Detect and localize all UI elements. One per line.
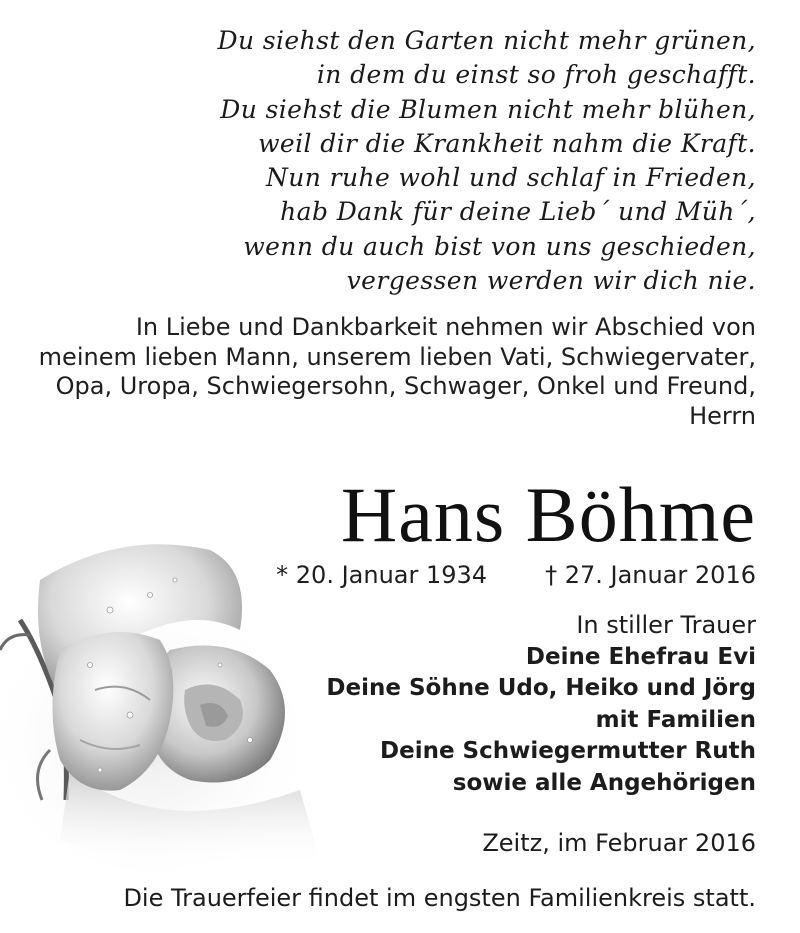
intro-line: Herrn — [689, 401, 756, 430]
poem — [56, 24, 756, 298]
poem-line: hab Dank für deine Lieb´ und Müh´, — [280, 197, 756, 227]
poem-line: Nun ruhe wohl und schlaf in Frieden, — [266, 163, 756, 193]
funeral-note: Die Trauerfeier findet im engsten Familienkreis statt. — [123, 884, 756, 912]
intro-line: Opa, Uropa, Schwiegersohn, Schwager, Onkel und Freund, — [55, 372, 756, 400]
poem-line: Du siehst den Garten nicht mehr grünen, — [217, 26, 756, 55]
poem-line: Du siehst die Blumen nicht mehr blühen, — [220, 94, 756, 124]
death-date: † 27. Januar 2016 — [545, 561, 756, 589]
life-dates — [276, 560, 756, 590]
mourner-line: mit Familien — [595, 706, 756, 733]
intro-line: meinem lieben Mann, unserem lieben Vati, Schwiegervater, — [38, 342, 756, 371]
poem-line: vergessen werden wir dich nie. — [346, 266, 756, 296]
poem-line: wenn du auch bist von uns geschieden, — [243, 231, 756, 261]
mourner-line: Deine Söhne Udo, Heiko und Jörg — [326, 675, 756, 701]
intro-line: In Liebe und Dankbarkeit nehmen wir Abschied von — [135, 313, 756, 341]
birth-date: * 20. Januar 1934 — [276, 561, 488, 589]
place-date: Zeitz, im Februar 2016 — [482, 829, 756, 857]
deceased-name: Hans Böhme — [340, 471, 756, 558]
mourner-line: Deine Schwiegermutter Ruth — [380, 738, 756, 764]
poem-line: in dem du einst so froh geschafft. — [316, 60, 756, 90]
intro-text — [16, 313, 756, 431]
mourner-line: sowie alle Angehörigen — [452, 769, 756, 796]
mourners-heading: In stiller Trauer — [576, 611, 756, 639]
mourners-block — [256, 610, 756, 799]
poem-line: weil dir die Krankheit nahm die Kraft. — [258, 128, 756, 158]
mourner-line: Deine Ehefrau Evi — [525, 643, 756, 670]
